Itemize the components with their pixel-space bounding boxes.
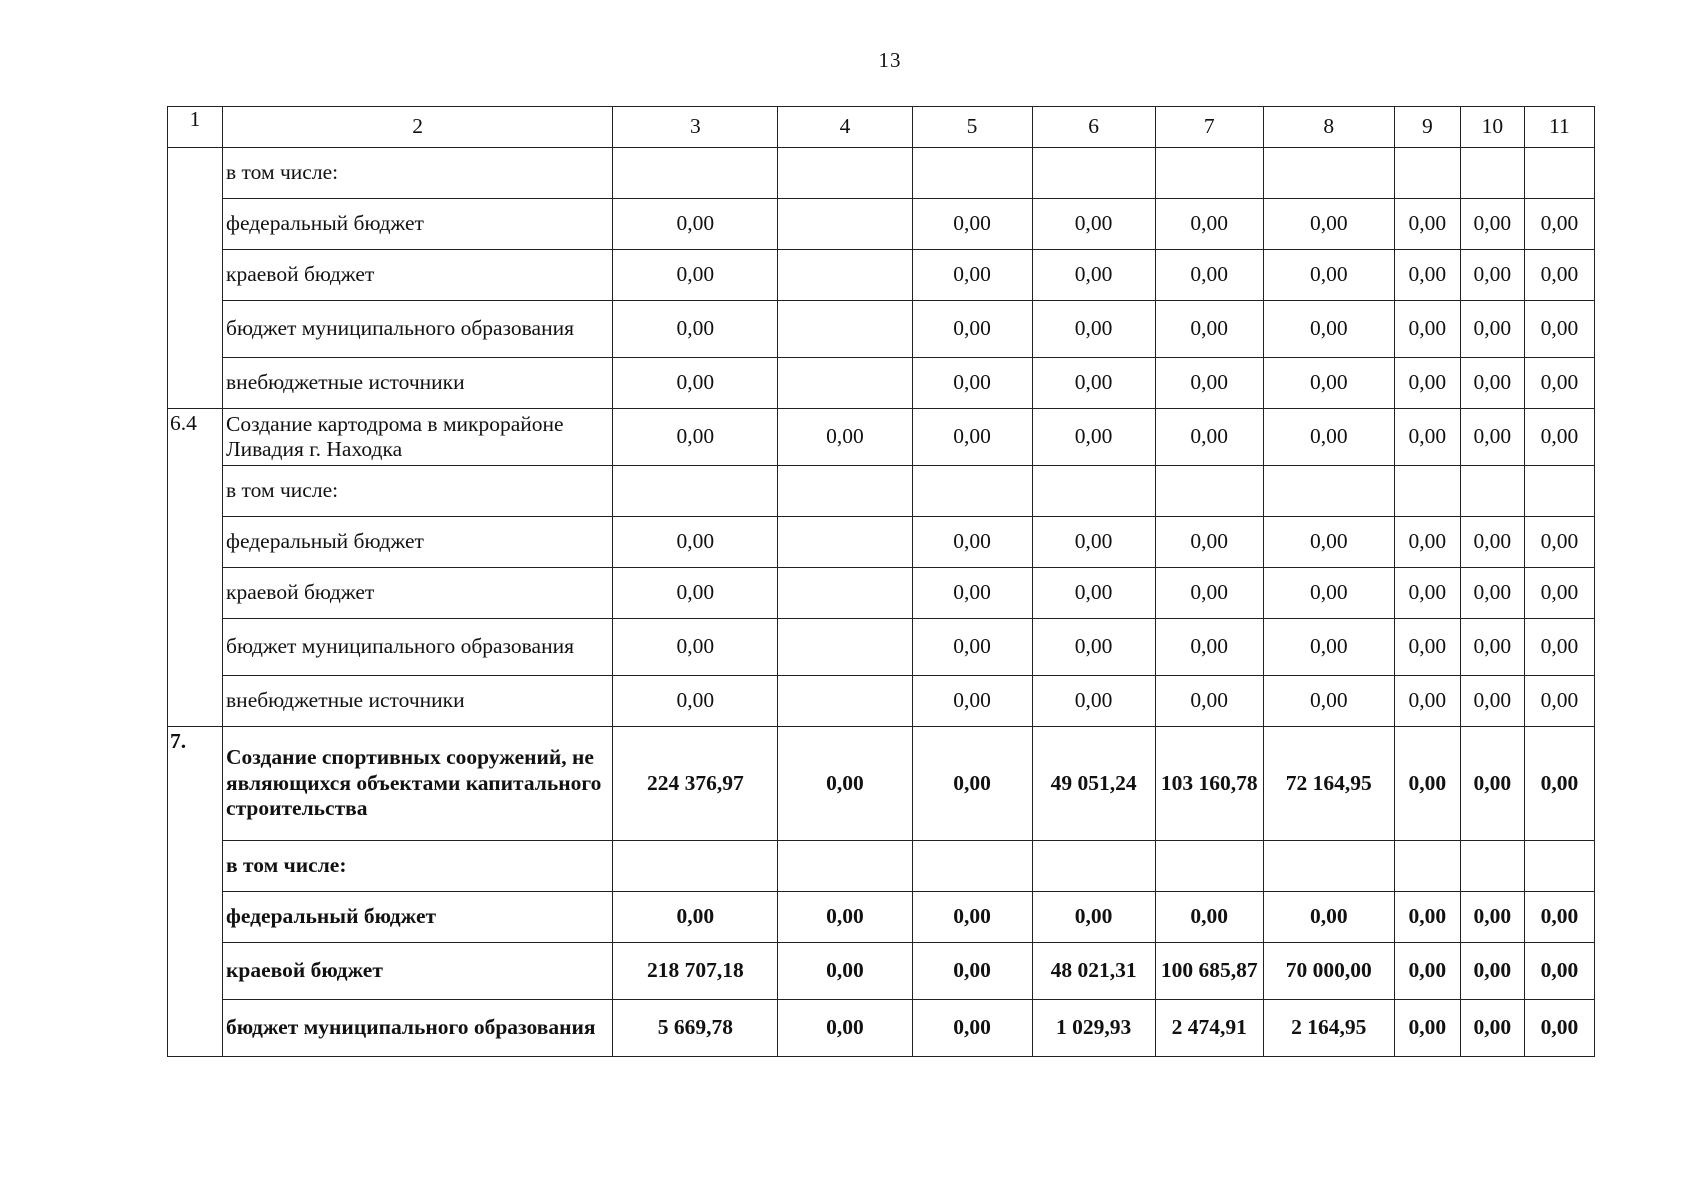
table-row bbox=[168, 199, 1595, 250]
value-cell: 0,00 bbox=[1460, 1000, 1524, 1057]
value-cell bbox=[778, 568, 912, 619]
value-cell bbox=[912, 466, 1032, 517]
row-name-cell: в том числе: bbox=[223, 841, 613, 892]
header-row bbox=[168, 107, 1595, 148]
value-cell: 1 029,93 bbox=[1032, 1000, 1155, 1057]
table-row bbox=[168, 250, 1595, 301]
value-cell: 0,00 bbox=[1394, 892, 1460, 943]
value-cell: 0,00 bbox=[1524, 943, 1594, 1000]
page-number: 13 bbox=[878, 48, 902, 72]
table-row bbox=[168, 841, 1595, 892]
row-name-cell: внебюджетные источники bbox=[223, 358, 613, 409]
row-name-cell: Создание картодрома в микрорайоне Ливадия г. Находка bbox=[223, 409, 613, 466]
value-cell: 0,00 bbox=[912, 568, 1032, 619]
value-cell: 0,00 bbox=[1263, 619, 1394, 676]
row-number-cell: 7. bbox=[168, 727, 223, 841]
table-row bbox=[168, 619, 1595, 676]
value-cell: 0,00 bbox=[1524, 199, 1594, 250]
row-number-cell bbox=[168, 250, 223, 301]
value-cell bbox=[778, 148, 912, 199]
table-row bbox=[168, 727, 1595, 841]
table-row bbox=[168, 676, 1595, 727]
header-cell: 2 bbox=[223, 107, 613, 148]
value-cell: 0,00 bbox=[1394, 727, 1460, 841]
value-cell: 0,00 bbox=[1263, 517, 1394, 568]
value-cell: 0,00 bbox=[1155, 199, 1263, 250]
value-cell: 48 021,31 bbox=[1032, 943, 1155, 1000]
value-cell: 0,00 bbox=[912, 358, 1032, 409]
value-cell bbox=[1394, 148, 1460, 199]
value-cell: 0,00 bbox=[613, 676, 778, 727]
value-cell bbox=[778, 841, 912, 892]
row-number-cell bbox=[168, 199, 223, 250]
value-cell bbox=[1032, 466, 1155, 517]
value-cell: 0,00 bbox=[1032, 676, 1155, 727]
value-cell: 0,00 bbox=[912, 892, 1032, 943]
value-cell bbox=[1263, 466, 1394, 517]
header-cell: 8 bbox=[1263, 107, 1394, 148]
value-cell: 0,00 bbox=[1394, 301, 1460, 358]
value-cell: 0,00 bbox=[1032, 250, 1155, 301]
value-cell: 0,00 bbox=[1460, 943, 1524, 1000]
value-cell: 0,00 bbox=[1155, 619, 1263, 676]
value-cell: 0,00 bbox=[778, 727, 912, 841]
row-name-cell: в том числе: bbox=[223, 148, 613, 199]
value-cell: 0,00 bbox=[1032, 409, 1155, 466]
value-cell: 49 051,24 bbox=[1032, 727, 1155, 841]
value-cell: 0,00 bbox=[613, 892, 778, 943]
header-cell: 3 bbox=[613, 107, 778, 148]
value-cell bbox=[1263, 841, 1394, 892]
value-cell: 0,00 bbox=[1524, 1000, 1594, 1057]
value-cell: 0,00 bbox=[912, 517, 1032, 568]
table-row bbox=[168, 1000, 1595, 1057]
value-cell: 0,00 bbox=[1524, 727, 1594, 841]
value-cell: 0,00 bbox=[1155, 568, 1263, 619]
value-cell: 0,00 bbox=[1155, 517, 1263, 568]
row-name-cell: в том числе: bbox=[223, 466, 613, 517]
value-cell: 2 474,91 bbox=[1155, 1000, 1263, 1057]
header-cell: 5 bbox=[912, 107, 1032, 148]
value-cell: 0,00 bbox=[1524, 250, 1594, 301]
value-cell: 0,00 bbox=[1394, 943, 1460, 1000]
value-cell: 224 376,97 bbox=[613, 727, 778, 841]
value-cell: 0,00 bbox=[912, 943, 1032, 1000]
value-cell: 0,00 bbox=[1460, 301, 1524, 358]
value-cell bbox=[613, 466, 778, 517]
value-cell: 0,00 bbox=[1460, 250, 1524, 301]
value-cell: 0,00 bbox=[912, 301, 1032, 358]
value-cell: 0,00 bbox=[1524, 409, 1594, 466]
value-cell: 0,00 bbox=[1263, 892, 1394, 943]
value-cell bbox=[1460, 466, 1524, 517]
row-number-cell bbox=[168, 619, 223, 676]
row-number-cell bbox=[168, 148, 223, 199]
value-cell: 70 000,00 bbox=[1263, 943, 1394, 1000]
value-cell: 0,00 bbox=[1155, 676, 1263, 727]
value-cell: 0,00 bbox=[1263, 568, 1394, 619]
value-cell: 0,00 bbox=[1263, 250, 1394, 301]
value-cell: 0,00 bbox=[1460, 199, 1524, 250]
value-cell bbox=[912, 841, 1032, 892]
table-row bbox=[168, 301, 1595, 358]
value-cell: 0,00 bbox=[912, 1000, 1032, 1057]
table-row bbox=[168, 409, 1595, 466]
value-cell: 0,00 bbox=[1394, 358, 1460, 409]
value-cell bbox=[778, 301, 912, 358]
value-cell: 0,00 bbox=[1394, 409, 1460, 466]
value-cell: 0,00 bbox=[1263, 358, 1394, 409]
value-cell bbox=[613, 841, 778, 892]
value-cell bbox=[778, 250, 912, 301]
row-number-cell bbox=[168, 517, 223, 568]
header-cell: 7 bbox=[1155, 107, 1263, 148]
value-cell: 0,00 bbox=[613, 409, 778, 466]
value-cell: 0,00 bbox=[613, 568, 778, 619]
value-cell bbox=[1394, 841, 1460, 892]
table-row bbox=[168, 148, 1595, 199]
table-row bbox=[168, 568, 1595, 619]
value-cell: 0,00 bbox=[1460, 676, 1524, 727]
row-name-cell: бюджет муниципального образования bbox=[223, 1000, 613, 1057]
value-cell: 0,00 bbox=[1155, 892, 1263, 943]
value-cell: 0,00 bbox=[1524, 892, 1594, 943]
value-cell: 0,00 bbox=[613, 619, 778, 676]
row-name-cell: внебюджетные источники bbox=[223, 676, 613, 727]
row-number-cell bbox=[168, 892, 223, 943]
value-cell: 0,00 bbox=[613, 199, 778, 250]
row-number-cell bbox=[168, 841, 223, 892]
row-name-cell: бюджет муниципального образования bbox=[223, 619, 613, 676]
value-cell: 0,00 bbox=[912, 409, 1032, 466]
value-cell: 103 160,78 bbox=[1155, 727, 1263, 841]
value-cell: 0,00 bbox=[1394, 1000, 1460, 1057]
value-cell: 0,00 bbox=[778, 409, 912, 466]
value-cell: 0,00 bbox=[1032, 199, 1155, 250]
value-cell: 0,00 bbox=[1460, 409, 1524, 466]
value-cell: 0,00 bbox=[912, 199, 1032, 250]
table-row bbox=[168, 358, 1595, 409]
value-cell: 0,00 bbox=[1460, 619, 1524, 676]
value-cell: 0,00 bbox=[912, 619, 1032, 676]
value-cell bbox=[1524, 841, 1594, 892]
value-cell: 0,00 bbox=[1524, 568, 1594, 619]
row-number-cell bbox=[168, 358, 223, 409]
value-cell bbox=[778, 619, 912, 676]
value-cell bbox=[778, 199, 912, 250]
value-cell bbox=[1032, 841, 1155, 892]
value-cell bbox=[1155, 841, 1263, 892]
value-cell: 0,00 bbox=[1460, 568, 1524, 619]
value-cell: 0,00 bbox=[778, 892, 912, 943]
value-cell: 100 685,87 bbox=[1155, 943, 1263, 1000]
value-cell bbox=[778, 517, 912, 568]
value-cell: 0,00 bbox=[1394, 676, 1460, 727]
value-cell bbox=[1394, 466, 1460, 517]
value-cell bbox=[1263, 148, 1394, 199]
header-cell: 10 bbox=[1460, 107, 1524, 148]
value-cell: 0,00 bbox=[1032, 619, 1155, 676]
row-name-cell: федеральный бюджет bbox=[223, 892, 613, 943]
header-cell: 1 bbox=[168, 107, 223, 148]
value-cell: 0,00 bbox=[613, 358, 778, 409]
value-cell bbox=[1155, 148, 1263, 199]
value-cell bbox=[1524, 466, 1594, 517]
value-cell: 0,00 bbox=[1524, 619, 1594, 676]
row-number-cell bbox=[168, 568, 223, 619]
value-cell: 0,00 bbox=[1263, 409, 1394, 466]
value-cell: 0,00 bbox=[1524, 358, 1594, 409]
row-name-cell: федеральный бюджет bbox=[223, 517, 613, 568]
table-row bbox=[168, 892, 1595, 943]
value-cell: 0,00 bbox=[1524, 517, 1594, 568]
row-name-cell: краевой бюджет bbox=[223, 568, 613, 619]
value-cell: 0,00 bbox=[1155, 250, 1263, 301]
row-number-cell bbox=[168, 466, 223, 517]
row-number-cell bbox=[168, 301, 223, 358]
value-cell bbox=[1524, 148, 1594, 199]
value-cell: 0,00 bbox=[1394, 568, 1460, 619]
value-cell: 0,00 bbox=[912, 727, 1032, 841]
row-number-cell bbox=[168, 1000, 223, 1057]
value-cell: 0,00 bbox=[1460, 358, 1524, 409]
value-cell: 0,00 bbox=[1032, 892, 1155, 943]
value-cell: 0,00 bbox=[912, 676, 1032, 727]
value-cell: 0,00 bbox=[1263, 301, 1394, 358]
value-cell: 0,00 bbox=[1460, 727, 1524, 841]
value-cell: 0,00 bbox=[1155, 358, 1263, 409]
table-row bbox=[168, 943, 1595, 1000]
header-cell: 6 bbox=[1032, 107, 1155, 148]
value-cell: 0,00 bbox=[613, 250, 778, 301]
value-cell bbox=[1032, 148, 1155, 199]
table-row bbox=[168, 517, 1595, 568]
row-name-cell: краевой бюджет bbox=[223, 250, 613, 301]
value-cell bbox=[778, 466, 912, 517]
budget-table bbox=[167, 106, 1595, 1057]
value-cell bbox=[1155, 466, 1263, 517]
value-cell: 0,00 bbox=[1394, 250, 1460, 301]
header-cell: 11 bbox=[1524, 107, 1594, 148]
row-number-cell bbox=[168, 943, 223, 1000]
row-number-cell: 6.4 bbox=[168, 409, 223, 466]
row-name-cell: бюджет муниципального образования bbox=[223, 301, 613, 358]
value-cell bbox=[1460, 148, 1524, 199]
value-cell: 0,00 bbox=[1394, 619, 1460, 676]
value-cell: 0,00 bbox=[912, 250, 1032, 301]
value-cell: 218 707,18 bbox=[613, 943, 778, 1000]
value-cell: 0,00 bbox=[613, 301, 778, 358]
row-number-cell bbox=[168, 676, 223, 727]
header-cell: 9 bbox=[1394, 107, 1460, 148]
value-cell: 0,00 bbox=[1460, 892, 1524, 943]
value-cell: 0,00 bbox=[1524, 301, 1594, 358]
value-cell: 0,00 bbox=[1394, 199, 1460, 250]
value-cell: 0,00 bbox=[1032, 568, 1155, 619]
value-cell: 0,00 bbox=[1460, 517, 1524, 568]
value-cell: 0,00 bbox=[778, 943, 912, 1000]
value-cell bbox=[778, 676, 912, 727]
row-name-cell: федеральный бюджет bbox=[223, 199, 613, 250]
row-name-cell: краевой бюджет bbox=[223, 943, 613, 1000]
value-cell: 0,00 bbox=[1394, 517, 1460, 568]
value-cell: 0,00 bbox=[1524, 676, 1594, 727]
value-cell: 2 164,95 bbox=[1263, 1000, 1394, 1057]
value-cell: 0,00 bbox=[1155, 301, 1263, 358]
value-cell bbox=[912, 148, 1032, 199]
value-cell: 0,00 bbox=[1263, 676, 1394, 727]
value-cell: 72 164,95 bbox=[1263, 727, 1394, 841]
value-cell bbox=[613, 148, 778, 199]
value-cell: 0,00 bbox=[613, 517, 778, 568]
table-row bbox=[168, 466, 1595, 517]
value-cell: 0,00 bbox=[1155, 409, 1263, 466]
value-cell bbox=[778, 358, 912, 409]
value-cell: 0,00 bbox=[1032, 358, 1155, 409]
value-cell: 5 669,78 bbox=[613, 1000, 778, 1057]
value-cell bbox=[1460, 841, 1524, 892]
value-cell: 0,00 bbox=[1032, 301, 1155, 358]
value-cell: 0,00 bbox=[1263, 199, 1394, 250]
value-cell: 0,00 bbox=[778, 1000, 912, 1057]
header-cell: 4 bbox=[778, 107, 912, 148]
value-cell: 0,00 bbox=[1032, 517, 1155, 568]
row-name-cell: Создание спортивных сооружений, не являющихся объектами капитального строительства bbox=[223, 727, 613, 841]
